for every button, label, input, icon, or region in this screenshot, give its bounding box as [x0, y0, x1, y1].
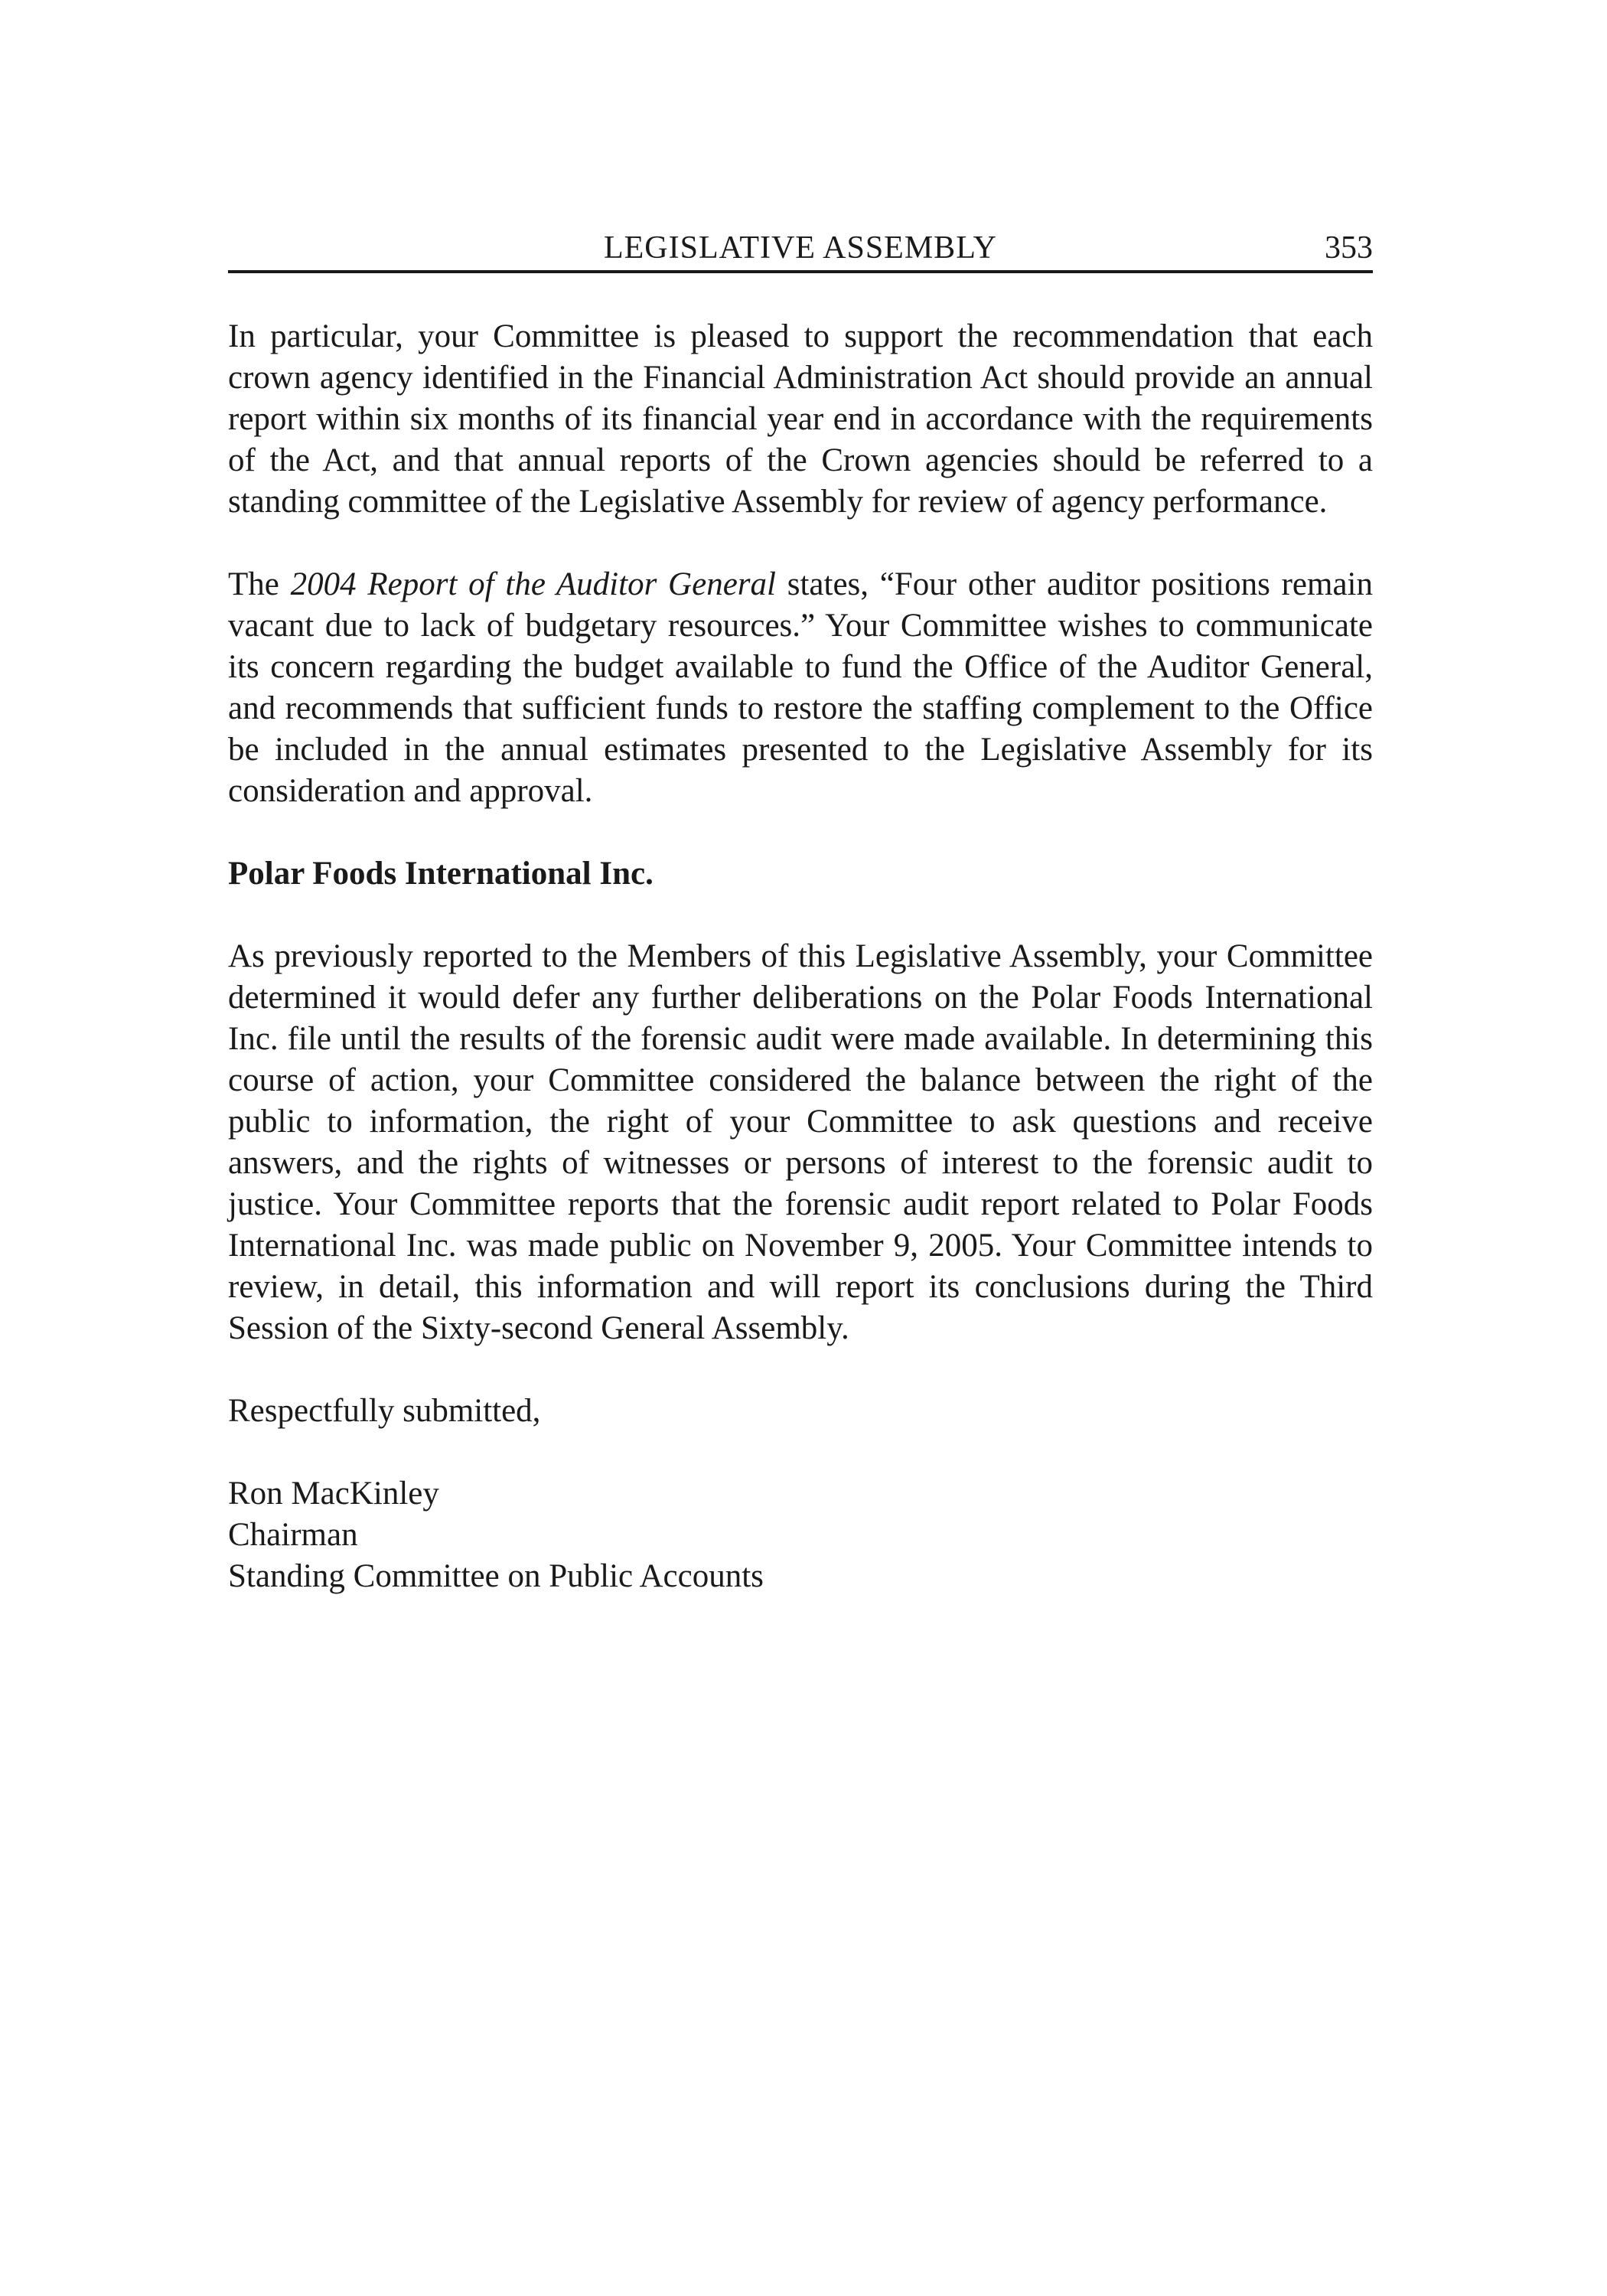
paragraph-auditor-general: [228, 564, 1373, 812]
section-heading: Polar Foods International Inc.: [228, 856, 654, 892]
paragraph-auditor-general-text: states, “Four other auditor positions remain vacant due to lack of budgetary resources.” Your Committee wishes to communicate its concern regarding the budget available to fund the Office of the Auditor General, and recommends that sufficient funds to restore the staffing complement to the Office be included in the annual estimates presented to the Legislative Assembly for its consideration and approval.: [228, 566, 1373, 809]
signature-block: [228, 1473, 1373, 1597]
paragraph-polar-foods: As previously reported to the Members of this Legislative Assembly, your Committee determined it would defer any further deliberations on the Polar Foods International Inc. file until the results of the forensic audit were made available. In determining this course of action, your Committee considered the balance between the right of the public to information, the right of your Committee to ask questions and receive answers, and the rights of witnesses or persons of interest to the forensic audit to justice. Your Committee reports that the forensic audit report related to Polar Foods International Inc. was made public on November 9, 2005. Your Committee intends to review, in detail, this information and will report its conclusions during the Third Session of the Sixty-second General Assembly.: [228, 938, 1373, 1346]
paragraph-auditor-general-prefix: The: [228, 566, 291, 602]
paragraph-annual-reports: In particular, your Committee is pleased to support the recommendation that each crown agency identified in the Financial Administration Act should provide an annual report within six months of its financial year end in accordance with the requirements of the Act, and that annual reports of the Crown agencies should be referred to a standing committee of the Legislative Assembly for review of agency performance.: [228, 318, 1373, 520]
running-header: [228, 226, 1373, 273]
body-text: [228, 316, 1373, 1597]
running-title: LEGISLATIVE ASSEMBLY: [604, 230, 997, 266]
page-number: 353: [1325, 230, 1373, 266]
signatory-committee: Standing Committee on Public Accounts: [228, 1558, 764, 1594]
signatory-title: Chairman: [228, 1517, 358, 1553]
signatory-name: Ron MacKinley: [228, 1476, 439, 1512]
report-title-italic: 2004 Report of the Auditor General: [290, 566, 776, 602]
closing-line: Respectfully submitted,: [228, 1393, 541, 1429]
